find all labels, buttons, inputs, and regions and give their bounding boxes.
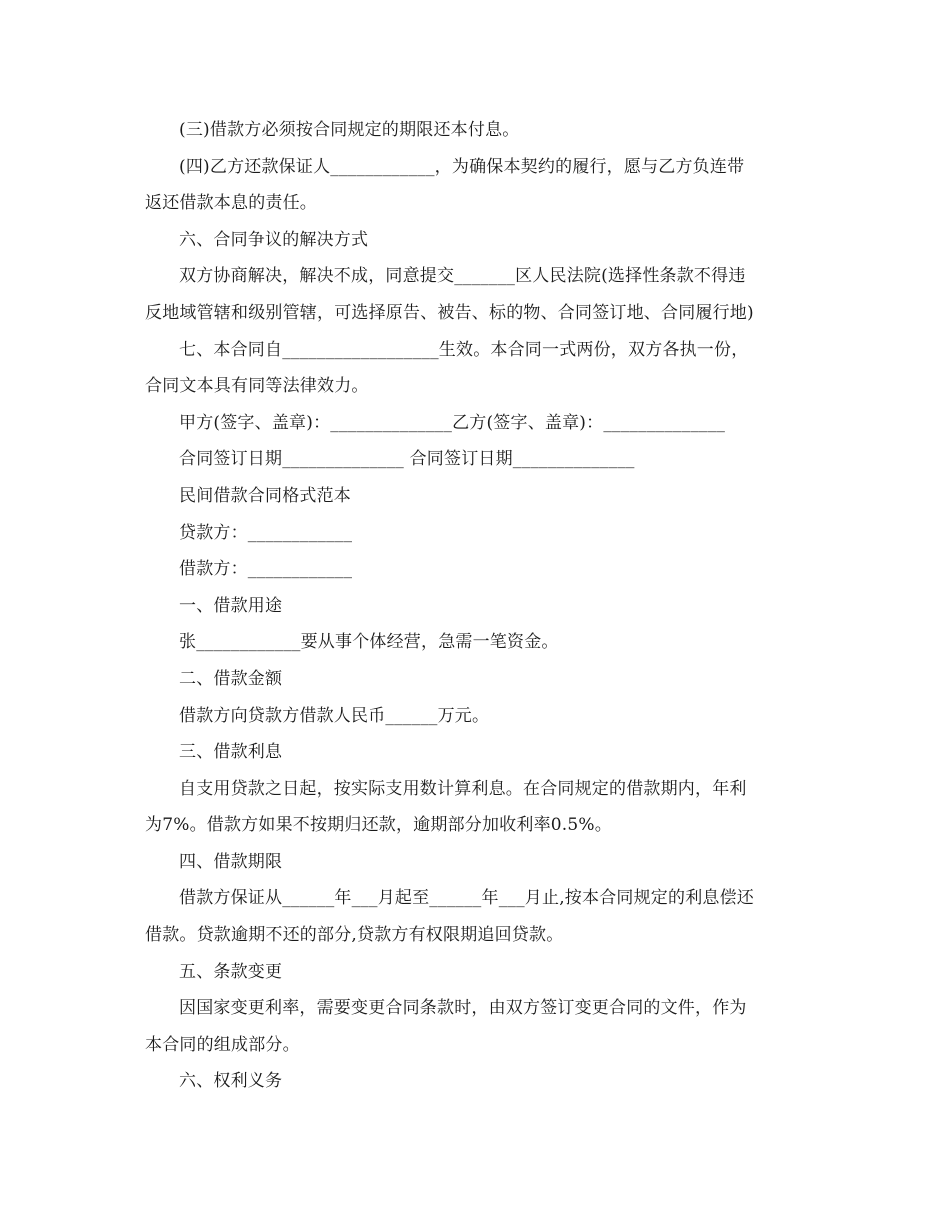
section-heading-interest: 三、借款利息 [179,742,283,763]
dispute-paragraph: 双方协商解决，解决不成，同意提交_______区人民法院(选择性条款不得违 [179,266,746,287]
lender-field: 贷款方：____________ [179,522,353,543]
section-heading-term: 四、借款期限 [179,851,283,872]
clause-3-repayment: (三)借款方必须按合同规定的期限还本付息。 [179,120,520,140]
clause-4-guarantor: (四)乙方还款保证人____________，为确保本契约的履行，愿与乙方负连带 [179,156,745,177]
clause-4-guarantor-cont: 返还借款本息的责任。 [145,193,317,214]
document-body [145,112,807,1100]
section-effective-cont: 合同文本具有同等法律效力。 [145,376,369,397]
dispute-paragraph-cont: 反地域管辖和级别管辖，可选择原告、被告、标的物、合同签订地、合同履行地) [145,302,754,323]
changes-paragraph-cont: 本合同的组成部分。 [145,1034,300,1055]
term-paragraph-cont: 借款。贷款逾期不还的部分,贷款方有权限期追回贷款。 [145,925,564,946]
interest-paragraph: 自支用贷款之日起，按实际支用数计算利息。在合同规定的借款期内，年利 [179,778,747,799]
section-effective: 七、本合同自__________________生效。本合同一式两份，双方各执一份， [179,339,749,360]
changes-paragraph: 因国家变更利率，需要变更合同条款时，由双方签订变更合同的文件，作为 [179,998,747,1019]
section-heading-purpose: 一、借款用途 [179,595,283,616]
amount-paragraph: 借款方向贷款方借款人民币______万元。 [179,705,490,726]
interest-paragraph-cont: 为7%。借款方如果不按期归还款，逾期部分加收利率0.5%。 [145,815,612,836]
purpose-paragraph: 张____________要从事个体经营，急需一笔资金。 [179,632,559,653]
section-heading-rights: 六、权利义务 [179,1071,283,1092]
term-paragraph: 借款方保证从______年___月起至______年___月止,按本合同规定的利息偿还 [179,888,755,909]
section-heading-dispute: 六、合同争议的解决方式 [179,229,369,250]
template-title: 民间借款合同格式范本 [179,485,351,506]
signature-line: 甲方(签字、盖章)：______________乙方(签字、盖章)：______________ [179,412,726,433]
section-heading-changes: 五、条款变更 [179,961,283,982]
borrower-field: 借款方：____________ [179,559,353,580]
signing-date-line: 合同签订日期______________ 合同签订日期______________ [179,449,635,470]
section-heading-amount: 二、借款金额 [179,668,283,689]
